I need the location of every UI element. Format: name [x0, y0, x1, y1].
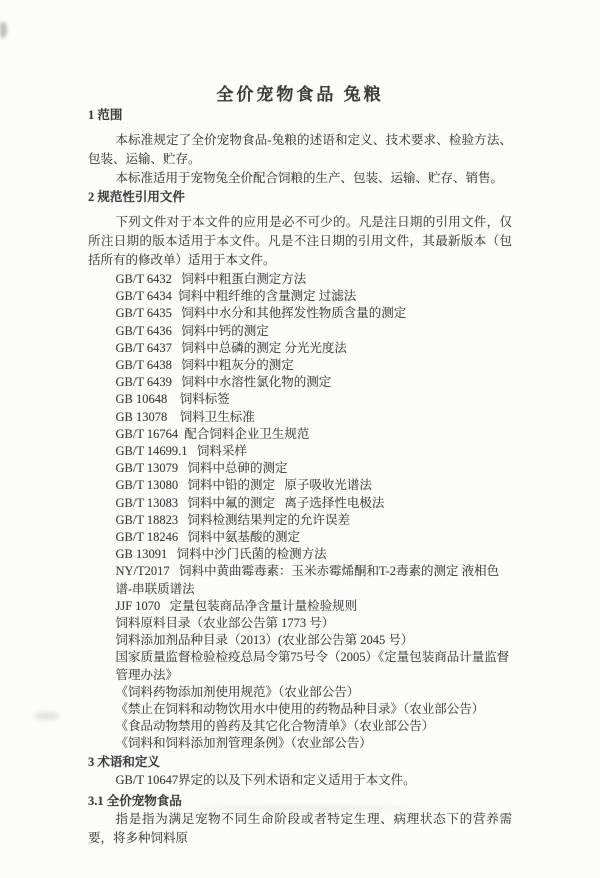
term-definition-paragraph: 指是指为满足宠物不同生命阶段或者特定生理、病理状态下的营养需要，将多种饲料原: [88, 811, 512, 845]
reference-item: GB/T 18823 饲料检测结果判定的允许误差: [115, 512, 350, 527]
terms-intro: GB/T 10647界定的以及下列术语和定义适用于本文件。: [115, 772, 416, 787]
reference-item: JJF 1070 定量包装商品净含量计量检验规则: [115, 598, 358, 613]
reference-item: GB/T 6438 饲料中粗灰分的测定: [115, 358, 294, 373]
scan-artifact-icon: [0, 22, 7, 38]
document-title: 全价宠物食品 兔粮: [216, 85, 384, 104]
section-3-heading: 3 术语和定义: [88, 754, 160, 769]
scan-artifact-icon: [34, 712, 60, 720]
reference-item: GB/T 6435 饲料中水分和其他挥发性物质含量的测定: [115, 306, 407, 321]
section-2-heading: 2 规范性引用文件: [88, 190, 185, 204]
reference-list: [88, 271, 512, 753]
reference-item: GB/T 6432 饲料中粗蛋白测定方法: [115, 272, 307, 286]
reference-item: GB/T 6436 饲料中钙的测定: [115, 323, 269, 338]
scope-paragraph-2: 本标准适用于宠物兔全价配合饲粮的生产、包装、运输、贮存、销售。: [115, 171, 504, 185]
reference-item: GB/T 14699.1 饲料采样: [115, 444, 247, 459]
reference-item: 饲料原料目录（农业部公告第 1773 号）: [115, 616, 335, 631]
reference-item: GB/T 16764 配合饲料企业卫生规范: [115, 426, 310, 441]
reference-item: GB 13078 饲料卫生标准: [115, 409, 255, 424]
reference-item: GB/T 6434 饲料中粗纤维的含量测定 过滤法: [115, 289, 357, 304]
reference-item: GB/T 6437 饲料中总磷的测定 分光光度法: [115, 340, 347, 355]
reference-item: GB/T 6439 饲料中水溶性氯化物的测定: [115, 375, 332, 390]
section-1-heading: 1 范围: [88, 108, 123, 122]
reference-item: 《饲料和饲料添加剂管理条例》（农业部公告）: [115, 736, 372, 751]
reference-item: 《禁止在饲料和动物饮用水中使用的药物品种目录》（农业部公告）: [115, 702, 485, 717]
reference-item: GB/T 18246 饲料中氨基酸的测定: [115, 530, 300, 545]
reference-item: 《饲料药物添加剂使用规范》（农业部公告）: [115, 684, 360, 699]
reference-item: 国家质量监督检验检疫总局令第75号令（2005）《定量包装商品计量监督管理办法》: [115, 650, 510, 682]
scope-paragraph-1: 本标准规定了全价宠物食品-兔粮的述语和定义、技术要求、检验方法、包装、运输、贮存。: [88, 133, 512, 166]
reference-item: NY/T2017 饲料中黄曲霉毒素：玉米赤霉烯酮和T-2毒素的测定 液相色谱-串联质谱法: [115, 564, 500, 596]
reference-item: 饲料添加剂品种目录（2013）(农业部公告第 2045 号）: [115, 633, 414, 648]
reference-item: GB/T 13083 饲料中氟的测定 离子选择性电极法: [115, 495, 385, 510]
normative-references-intro: 下列文件对于本文件的应用是必不可少的。凡是注日期的引用文件，仅所注日期的版本适用于本文件。凡是不注日期的引用文件，其最新版本（包括所有的修改单）适用于本文件。: [88, 215, 512, 267]
section-3-1-heading: 3.1 全价宠物食品: [88, 793, 182, 808]
reference-item: GB 10648 饲料标签: [115, 392, 230, 407]
reference-item: GB/T 13079 饲料中总砷的测定: [115, 461, 288, 476]
reference-item: 《食品动物禁用的兽药及其它化合物清单》（农业部公告）: [115, 719, 435, 734]
reference-item: GB/T 13080 饲料中铅的测定 原子吸收光谱法: [115, 478, 372, 493]
reference-item: GB 13091 饲料中沙门氏菌的检测方法: [115, 547, 327, 562]
